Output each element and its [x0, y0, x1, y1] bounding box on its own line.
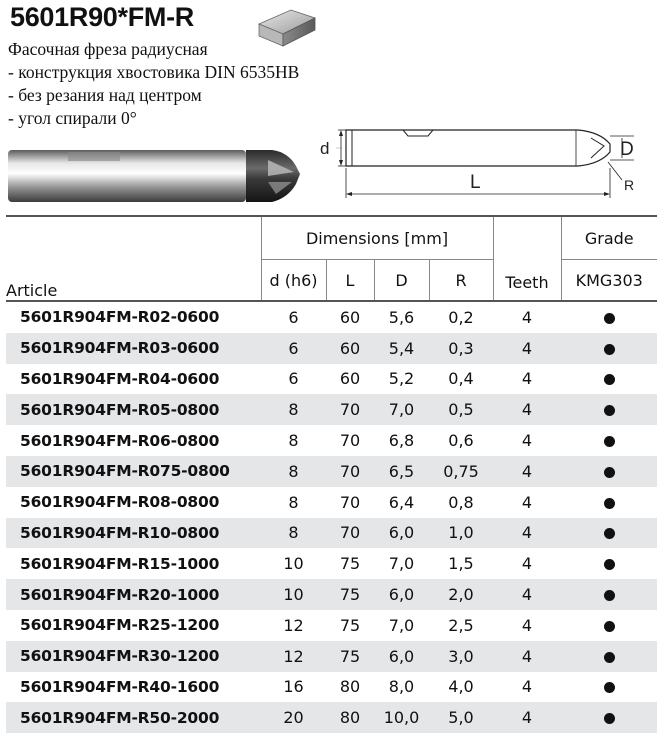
header-d: d (h6): [261, 260, 326, 302]
cell-article: 5601R904FM-R04-0600: [20, 369, 220, 388]
product-description: [8, 38, 299, 130]
description-line: - конструкция хвостовика DIN 6535HB: [8, 62, 300, 82]
cell-d: 10: [283, 554, 304, 574]
description-line: - угол спирали 0°: [8, 108, 137, 128]
cell-article: 5601R904FM-R20-1000: [6, 579, 261, 610]
cell-R: 0,2: [448, 307, 474, 327]
cell-grade: [561, 610, 657, 641]
cell-teeth: 4: [493, 333, 561, 364]
cell-R: 0,75: [429, 456, 493, 487]
availability-dot-icon: [604, 528, 615, 539]
cell-D: 7,0: [388, 554, 415, 574]
cell-article: 5601R904FM-R03-0600: [6, 333, 261, 364]
cell-L: 60: [326, 333, 374, 364]
cell-grade: [561, 364, 657, 395]
cell-teeth: 4: [493, 456, 561, 487]
table-row: [6, 394, 657, 425]
cell-teeth: 4: [493, 394, 561, 425]
cell-D: 7,0: [388, 615, 415, 635]
cell-d: 12: [261, 641, 326, 672]
header-teeth: Teeth: [493, 216, 561, 301]
label-R: R: [624, 177, 635, 193]
cell-d: 8: [288, 492, 299, 512]
cell-article: 5601R904FM-R30-1200: [6, 641, 261, 672]
cell-D: 7,0: [374, 394, 429, 425]
cell-L: 75: [339, 615, 361, 635]
table-row: [6, 333, 657, 364]
tool-photo: [6, 142, 306, 208]
cell-article: 5601R904FM-R02-0600: [20, 308, 220, 327]
cell-d: 10: [261, 579, 326, 610]
cell-grade: [561, 301, 657, 333]
cell-grade: [561, 394, 657, 425]
cell-article: 5601R904FM-R08-0800: [20, 493, 220, 512]
table-row: [6, 672, 657, 703]
cell-teeth: 4: [493, 641, 561, 672]
cell-R: 0,8: [448, 492, 474, 512]
cell-L: 80: [339, 677, 361, 697]
cell-L: 75: [326, 641, 374, 672]
cell-d: 6: [288, 369, 299, 389]
cell-R: 0,3: [429, 333, 493, 364]
cell-grade: [561, 518, 657, 549]
availability-dot-icon: [604, 621, 615, 632]
cell-D: 6,0: [374, 641, 429, 672]
label-d: d: [320, 139, 330, 158]
cell-grade: [561, 641, 657, 672]
description-line: - без резания над центром: [8, 85, 202, 105]
specification-table: [6, 215, 657, 733]
label-L: L: [470, 172, 481, 193]
header-grade: Grade: [561, 216, 657, 260]
cell-teeth: 4: [521, 615, 533, 635]
header-article: Article: [6, 281, 58, 300]
cell-teeth: 4: [521, 369, 533, 389]
cell-R: 0,4: [448, 369, 474, 389]
table-row: [6, 425, 657, 456]
cell-L: 70: [339, 431, 361, 451]
cell-teeth: 4: [493, 579, 561, 610]
cell-teeth: 4: [521, 492, 533, 512]
availability-dot-icon: [604, 590, 615, 601]
cell-d: 8: [288, 431, 299, 451]
cell-L: 75: [326, 579, 374, 610]
header-L: L: [326, 260, 374, 302]
availability-dot-icon: [604, 652, 615, 663]
cell-R: 2,0: [429, 579, 493, 610]
cell-grade: [561, 672, 657, 703]
table-row: [6, 641, 657, 672]
table-row: [6, 456, 657, 487]
cell-article: 5601R904FM-R15-1000: [20, 554, 220, 573]
cell-D: 6,0: [374, 518, 429, 549]
cell-D: 8,0: [388, 677, 415, 697]
cell-article: 5601R904FM-R06-0800: [20, 431, 220, 450]
table-row: [6, 610, 657, 641]
header-dimensions: Dimensions [mm]: [261, 216, 493, 260]
cell-teeth: 4: [521, 554, 533, 574]
cell-R: 5,0: [429, 702, 493, 733]
cell-R: 1,0: [429, 518, 493, 549]
availability-dot-icon: [604, 344, 615, 355]
cell-article: 5601R904FM-R50-2000: [6, 702, 261, 733]
cell-teeth: 4: [521, 307, 533, 327]
cell-D: 6,0: [374, 579, 429, 610]
cell-D: 5,4: [374, 333, 429, 364]
technical-drawing: [308, 116, 658, 208]
cell-D: 6,8: [388, 431, 415, 451]
availability-dot-icon: [604, 405, 615, 416]
availability-dot-icon: [604, 374, 615, 385]
header-grade-kmg303: KMG303: [561, 260, 657, 302]
cell-R: 3,0: [429, 641, 493, 672]
availability-dot-icon: [604, 713, 615, 724]
cell-d: 16: [283, 677, 304, 697]
table-row: [6, 579, 657, 610]
cell-grade: [561, 487, 657, 518]
cell-L: 70: [326, 518, 374, 549]
table-row: [6, 301, 657, 333]
cell-R: 2,5: [448, 615, 474, 635]
cell-article: 5601R904FM-R10-0800: [6, 518, 261, 549]
availability-dot-icon: [604, 313, 615, 324]
cell-grade: [561, 579, 657, 610]
product-title: 5601R90*FM-R: [10, 2, 194, 32]
availability-dot-icon: [604, 559, 615, 570]
cell-grade: [561, 333, 657, 364]
cell-d: 20: [261, 702, 326, 733]
cell-L: 75: [339, 554, 361, 574]
cell-D: 5,2: [388, 369, 415, 389]
cell-L: 80: [326, 702, 374, 733]
cell-grade: [561, 548, 657, 579]
cell-teeth: 4: [493, 518, 561, 549]
cell-R: 0,5: [429, 394, 493, 425]
cell-d: 8: [261, 394, 326, 425]
header-R: R: [429, 260, 493, 302]
availability-dot-icon: [604, 498, 615, 509]
cell-grade: [561, 456, 657, 487]
table-row: [6, 487, 657, 518]
table-row: [6, 548, 657, 579]
cell-article: 5601R904FM-R05-0800: [6, 394, 261, 425]
cell-L: 60: [339, 307, 361, 327]
table-row: [6, 364, 657, 395]
cell-teeth: 4: [493, 702, 561, 733]
availability-dot-icon: [604, 682, 615, 693]
table-row: [6, 518, 657, 549]
availability-dot-icon: [604, 467, 615, 478]
cell-d: 6: [261, 333, 326, 364]
cell-d: 12: [283, 615, 304, 635]
header-D: D: [374, 260, 429, 302]
cell-grade: [561, 425, 657, 456]
cell-L: 70: [326, 456, 374, 487]
cell-D: 6,5: [374, 456, 429, 487]
cell-D: 10,0: [374, 702, 429, 733]
cell-R: 0,6: [448, 431, 474, 451]
cell-teeth: 4: [521, 431, 533, 451]
cell-D: 5,6: [388, 307, 415, 327]
cell-d: 8: [261, 518, 326, 549]
cell-d: 6: [288, 307, 299, 327]
cell-R: 1,5: [448, 554, 474, 574]
label-D: D: [620, 139, 634, 160]
cell-article: 5601R904FM-R40-1600: [20, 677, 220, 696]
cell-L: 70: [326, 394, 374, 425]
cell-teeth: 4: [521, 677, 533, 697]
cell-d: 8: [261, 456, 326, 487]
cell-L: 60: [339, 369, 361, 389]
availability-dot-icon: [604, 436, 615, 447]
cell-article: 5601R904FM-R075-0800: [6, 456, 261, 487]
description-line: Фасочная фреза радиусная: [8, 39, 208, 59]
table-row: [6, 702, 657, 733]
cell-grade: [561, 702, 657, 733]
cell-R: 4,0: [448, 677, 474, 697]
cell-article: 5601R904FM-R25-1200: [20, 616, 220, 635]
cell-D: 6,4: [388, 492, 415, 512]
cell-L: 70: [339, 492, 361, 512]
